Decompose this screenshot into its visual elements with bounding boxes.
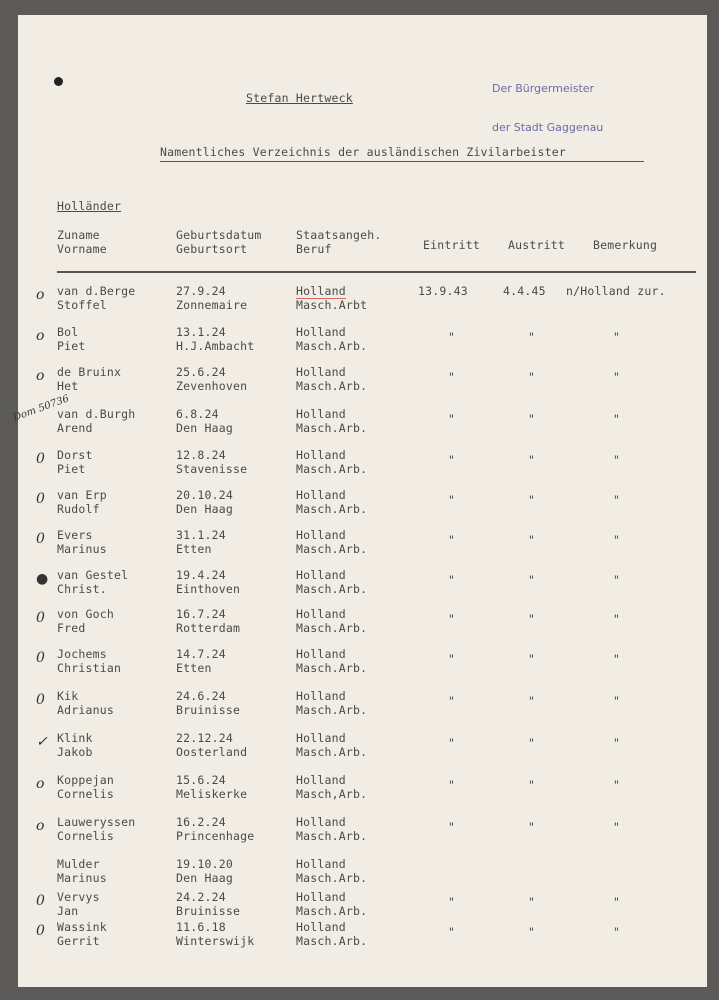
- cell-surname-value: van Gestel: [57, 568, 129, 582]
- cell-first-value: Piet: [57, 339, 86, 353]
- cell-nat-value: Holland: [296, 407, 346, 421]
- cell-place-value: Den Haag: [176, 421, 233, 435]
- cell-remark: n/Holland zur.: [566, 284, 666, 298]
- cell-surname: [57, 448, 93, 476]
- cell-surname-value: Dorst: [57, 448, 93, 462]
- cell-place-value: Zonnemaire: [176, 298, 248, 312]
- cell-nat: [296, 488, 367, 516]
- cell-entry: ": [448, 652, 456, 666]
- cell-surname-value: van d.Berge: [57, 284, 136, 298]
- cell-entry: ": [448, 895, 456, 909]
- cell-date: [176, 365, 247, 393]
- cell-date: [176, 407, 233, 435]
- cell-place-value: Stavenisse: [176, 462, 248, 476]
- cell-first-value: Marinus: [57, 871, 107, 885]
- cell-place-value: H.J.Ambacht: [176, 339, 255, 353]
- cell-job-value: Masch.Arb.: [296, 621, 368, 635]
- cell-nat: [296, 284, 367, 312]
- cell-first-value: Adrianus: [57, 703, 114, 717]
- cell-first-value: Stoffel: [57, 298, 107, 312]
- cell-exit: ": [528, 895, 536, 909]
- cell-place-value: Bruinisse: [176, 904, 241, 918]
- cell-first-value: Jakob: [57, 745, 93, 759]
- cell-remark: ": [613, 330, 621, 344]
- cell-surname: [57, 284, 135, 312]
- row-check-mark: 0: [36, 610, 45, 626]
- cell-date: [176, 284, 247, 312]
- cell-date-value: 27.9.24: [176, 284, 226, 298]
- cell-remark: ": [613, 736, 621, 750]
- cell-nat: [296, 528, 367, 556]
- cell-first-value: Cornelis: [57, 787, 114, 801]
- cell-date: [176, 647, 226, 675]
- cell-place-value: Den Haag: [176, 871, 233, 885]
- cell-nat: [296, 647, 367, 675]
- cell-remark: ": [613, 612, 621, 626]
- cell-exit: 4.4.45: [503, 284, 546, 298]
- cell-place-value: Einthoven: [176, 582, 241, 596]
- handwritten-note: Dom 50736: [11, 393, 71, 424]
- cell-job-value: Masch.Arb.: [296, 904, 368, 918]
- cell-date-value: 31.1.24: [176, 528, 226, 542]
- cell-exit: ": [528, 612, 536, 626]
- cell-date: [176, 325, 254, 353]
- row-check-mark: ●: [36, 571, 49, 587]
- cell-nat: [296, 689, 367, 717]
- cell-date-value: 20.10.24: [176, 488, 233, 502]
- cell-surname: [57, 689, 114, 717]
- cell-entry: ": [448, 370, 456, 384]
- cell-surname: [57, 528, 107, 556]
- cell-surname-value: Kik: [57, 689, 79, 703]
- punch-hole: [54, 77, 63, 86]
- cell-date-value: 24.6.24: [176, 689, 226, 703]
- col-birth: [176, 228, 261, 256]
- cell-exit: ": [528, 370, 536, 384]
- cell-remark: ": [613, 493, 621, 507]
- cell-date: [176, 815, 254, 843]
- cell-entry: ": [448, 925, 456, 939]
- cell-exit: ": [528, 694, 536, 708]
- cell-place-value: Princenhage: [176, 829, 255, 843]
- cell-first-value: Arend: [57, 421, 93, 435]
- cell-first-value: Fred: [57, 621, 86, 635]
- col-name-line2: Vorname: [57, 242, 107, 256]
- row-check-mark: 0: [36, 923, 45, 939]
- cell-surname: [57, 857, 107, 885]
- row-check-mark: 0: [36, 650, 45, 666]
- cell-nat-value: Holland: [296, 731, 346, 745]
- cell-surname-value: Bol: [57, 325, 79, 339]
- cell-date-value: 15.6.24: [176, 773, 226, 787]
- row-check-mark: o: [36, 328, 45, 344]
- cell-exit: ": [528, 736, 536, 750]
- cell-date-value: 16.7.24: [176, 607, 226, 621]
- cell-entry: ": [448, 533, 456, 547]
- cell-first-value: Cornelis: [57, 829, 114, 843]
- cell-first-value: Gerrit: [57, 934, 100, 948]
- author-heading: Stefan Hertweck: [246, 91, 353, 105]
- cell-entry: ": [448, 493, 456, 507]
- col-nat-line1: Staatsangeh.: [296, 228, 382, 242]
- cell-surname-value: Jochems: [57, 647, 107, 661]
- cell-exit: ": [528, 330, 536, 344]
- stamp-line-1: Der Bürgermeister: [492, 82, 595, 95]
- cell-job-value: Masch,Arb.: [296, 787, 368, 801]
- cell-place-value: Meliskerke: [176, 787, 248, 801]
- cell-surname: [57, 920, 107, 948]
- cell-date-value: 24.2.24: [176, 890, 226, 904]
- cell-first-value: Rudolf: [57, 502, 100, 516]
- cell-job-value: Masch.Arb.: [296, 703, 368, 717]
- cell-exit: ": [528, 652, 536, 666]
- cell-entry: ": [448, 820, 456, 834]
- cell-surname-value: von Goch: [57, 607, 114, 621]
- cell-nat-value: Holland: [296, 890, 346, 904]
- cell-date: [176, 920, 254, 948]
- cell-nat: [296, 448, 367, 476]
- cell-date-value: 13.1.24: [176, 325, 226, 339]
- cell-nat-value: Holland: [296, 284, 346, 298]
- col-name-line1: Zuname: [57, 228, 100, 242]
- cell-job-value: Masch.Arbt: [296, 298, 368, 312]
- cell-entry: 13.9.43: [418, 284, 468, 298]
- cell-job-value: Masch.Arb.: [296, 934, 368, 948]
- row-check-mark: 0: [36, 451, 45, 467]
- cell-place-value: Bruinisse: [176, 703, 241, 717]
- row-check-mark: 0: [36, 531, 45, 547]
- cell-entry: ": [448, 778, 456, 792]
- section-heading: Holländer: [57, 199, 122, 213]
- cell-date-value: 16.2.24: [176, 815, 226, 829]
- cell-nat: [296, 568, 367, 596]
- row-check-mark: o: [36, 368, 45, 384]
- cell-exit: ": [528, 820, 536, 834]
- cell-surname-value: van Erp: [57, 488, 107, 502]
- row-check-mark: ✓: [36, 734, 48, 750]
- cell-exit: ": [528, 453, 536, 467]
- cell-exit: ": [528, 493, 536, 507]
- cell-surname-value: Evers: [57, 528, 93, 542]
- cell-nat: [296, 731, 367, 759]
- cell-remark: ": [613, 778, 621, 792]
- cell-place-value: Zevenhoven: [176, 379, 248, 393]
- col-birth-line1: Geburtsdatum: [176, 228, 262, 242]
- cell-job-value: Masch.Arb.: [296, 462, 368, 476]
- cell-nat: [296, 607, 367, 635]
- cell-place-value: Oosterland: [176, 745, 248, 759]
- cell-exit: ": [528, 573, 536, 587]
- cell-remark: ": [613, 694, 621, 708]
- cell-first-value: Christian: [57, 661, 122, 675]
- cell-nat-value: Holland: [296, 528, 346, 542]
- cell-exit: ": [528, 533, 536, 547]
- cell-job-value: Masch.Arb.: [296, 502, 368, 516]
- cell-first-value: Marinus: [57, 542, 107, 556]
- cell-date: [176, 857, 233, 885]
- row-check-mark: 0: [36, 893, 45, 909]
- cell-nat: [296, 857, 367, 885]
- cell-nat-value: Holland: [296, 488, 346, 502]
- cell-nat-value: Holland: [296, 647, 346, 661]
- col-entry: Eintritt: [423, 238, 480, 252]
- cell-date: [176, 528, 226, 556]
- cell-date-value: 19.4.24: [176, 568, 226, 582]
- cell-date-value: 11.6.18: [176, 920, 226, 934]
- cell-nat: [296, 773, 367, 801]
- cell-nat: [296, 890, 367, 918]
- stamp-line-2: der Stadt Gaggenau: [492, 121, 604, 134]
- cell-job-value: Masch.Arb.: [296, 421, 368, 435]
- cell-date: [176, 568, 240, 596]
- cell-job-value: Masch.Arb.: [296, 871, 368, 885]
- cell-nat: [296, 365, 367, 393]
- cell-surname-value: Mulder: [57, 857, 100, 871]
- cell-job-value: Masch.Arb.: [296, 582, 368, 596]
- cell-job-value: Masch.Arb.: [296, 542, 368, 556]
- cell-surname: [57, 488, 107, 516]
- cell-exit: ": [528, 778, 536, 792]
- col-birth-line2: Geburtsort: [176, 242, 248, 256]
- cell-exit: ": [528, 925, 536, 939]
- cell-remark: ": [613, 370, 621, 384]
- row-check-mark: o: [36, 287, 45, 303]
- cell-surname-value: Koppejan: [57, 773, 114, 787]
- cell-place-value: Den Haag: [176, 502, 233, 516]
- cell-date: [176, 448, 247, 476]
- cell-nat-value: Holland: [296, 857, 346, 871]
- header-rule: [57, 271, 696, 273]
- cell-date-value: 19.10.20: [176, 857, 233, 871]
- cell-remark: ": [613, 820, 621, 834]
- cell-remark: ": [613, 895, 621, 909]
- cell-nat-value: Holland: [296, 568, 346, 582]
- cell-entry: ": [448, 736, 456, 750]
- cell-date: [176, 890, 240, 918]
- cell-surname-value: van d.Burgh: [57, 407, 136, 421]
- cell-first-value: Jan: [57, 904, 79, 918]
- cell-surname: [57, 407, 135, 435]
- cell-surname: [57, 365, 121, 393]
- cell-nat-value: Holland: [296, 365, 346, 379]
- cell-date: [176, 773, 247, 801]
- cell-surname-value: Wassink: [57, 920, 107, 934]
- cell-date: [176, 488, 233, 516]
- cell-remark: ": [613, 925, 621, 939]
- cell-nat: [296, 407, 367, 435]
- cell-first-value: Piet: [57, 462, 86, 476]
- cell-surname: [57, 568, 128, 596]
- cell-job-value: Masch.Arb.: [296, 661, 368, 675]
- cell-first-value: Het: [57, 379, 79, 393]
- col-remark: Bemerkung: [593, 238, 658, 252]
- cell-nat-value: Holland: [296, 325, 346, 339]
- cell-job-value: Masch.Arb.: [296, 339, 368, 353]
- cell-date-value: 14.7.24: [176, 647, 226, 661]
- cell-surname-value: Vervys: [57, 890, 100, 904]
- document-title: Namentliches Verzeichnis der ausländischen Zivilarbeister: [160, 145, 567, 159]
- cell-job-value: Masch.Arb.: [296, 829, 368, 843]
- cell-surname: [57, 815, 135, 843]
- cell-surname-value: Klink: [57, 731, 93, 745]
- cell-nat: [296, 815, 367, 843]
- col-nationality: [296, 228, 381, 256]
- cell-surname: [57, 325, 86, 353]
- cell-surname-value: de Bruinx: [57, 365, 122, 379]
- cell-nat-value: Holland: [296, 815, 346, 829]
- row-check-mark: 0: [36, 491, 45, 507]
- cell-entry: ": [448, 453, 456, 467]
- cell-date-value: 22.12.24: [176, 731, 233, 745]
- row-check-mark: o: [36, 776, 45, 792]
- cell-entry: ": [448, 573, 456, 587]
- cell-remark: ": [613, 652, 621, 666]
- row-check-mark: o: [36, 818, 45, 834]
- cell-surname: [57, 607, 114, 635]
- cell-place-value: Etten: [176, 661, 212, 675]
- cell-nat-value: Holland: [296, 920, 346, 934]
- cell-job-value: Masch.Arb.: [296, 745, 368, 759]
- cell-remark: ": [613, 453, 621, 467]
- cell-entry: ": [448, 694, 456, 708]
- cell-surname: [57, 647, 121, 675]
- cell-exit: ": [528, 412, 536, 426]
- cell-nat-value: Holland: [296, 689, 346, 703]
- cell-nat-value: Holland: [296, 607, 346, 621]
- cell-place-value: Winterswijk: [176, 934, 255, 948]
- title-underline: [160, 161, 644, 162]
- cell-first-value: Christ.: [57, 582, 107, 596]
- cell-surname: [57, 731, 93, 759]
- cell-place-value: Rotterdam: [176, 621, 241, 635]
- cell-entry: ": [448, 330, 456, 344]
- cell-remark: ": [613, 533, 621, 547]
- cell-surname: [57, 890, 100, 918]
- cell-place-value: Etten: [176, 542, 212, 556]
- cell-date-value: 25.6.24: [176, 365, 226, 379]
- cell-date-value: 12.8.24: [176, 448, 226, 462]
- cell-nat: [296, 325, 367, 353]
- cell-job-value: Masch.Arb.: [296, 379, 368, 393]
- cell-entry: ": [448, 612, 456, 626]
- col-nat-line2: Beruf: [296, 242, 332, 256]
- cell-nat-value: Holland: [296, 448, 346, 462]
- cell-nat: [296, 920, 367, 948]
- cell-date: [176, 689, 240, 717]
- cell-remark: ": [613, 412, 621, 426]
- document-page: [11, 15, 707, 987]
- cell-date: [176, 731, 247, 759]
- cell-entry: ": [448, 412, 456, 426]
- cell-surname-value: Lauweryssen: [57, 815, 136, 829]
- col-exit: Austritt: [508, 238, 565, 252]
- row-check-mark: 0: [36, 692, 45, 708]
- cell-remark: ": [613, 573, 621, 587]
- cell-date: [176, 607, 240, 635]
- col-name: [57, 228, 107, 256]
- cell-surname: [57, 773, 114, 801]
- cell-nat-value: Holland: [296, 773, 346, 787]
- cell-date-value: 6.8.24: [176, 407, 219, 421]
